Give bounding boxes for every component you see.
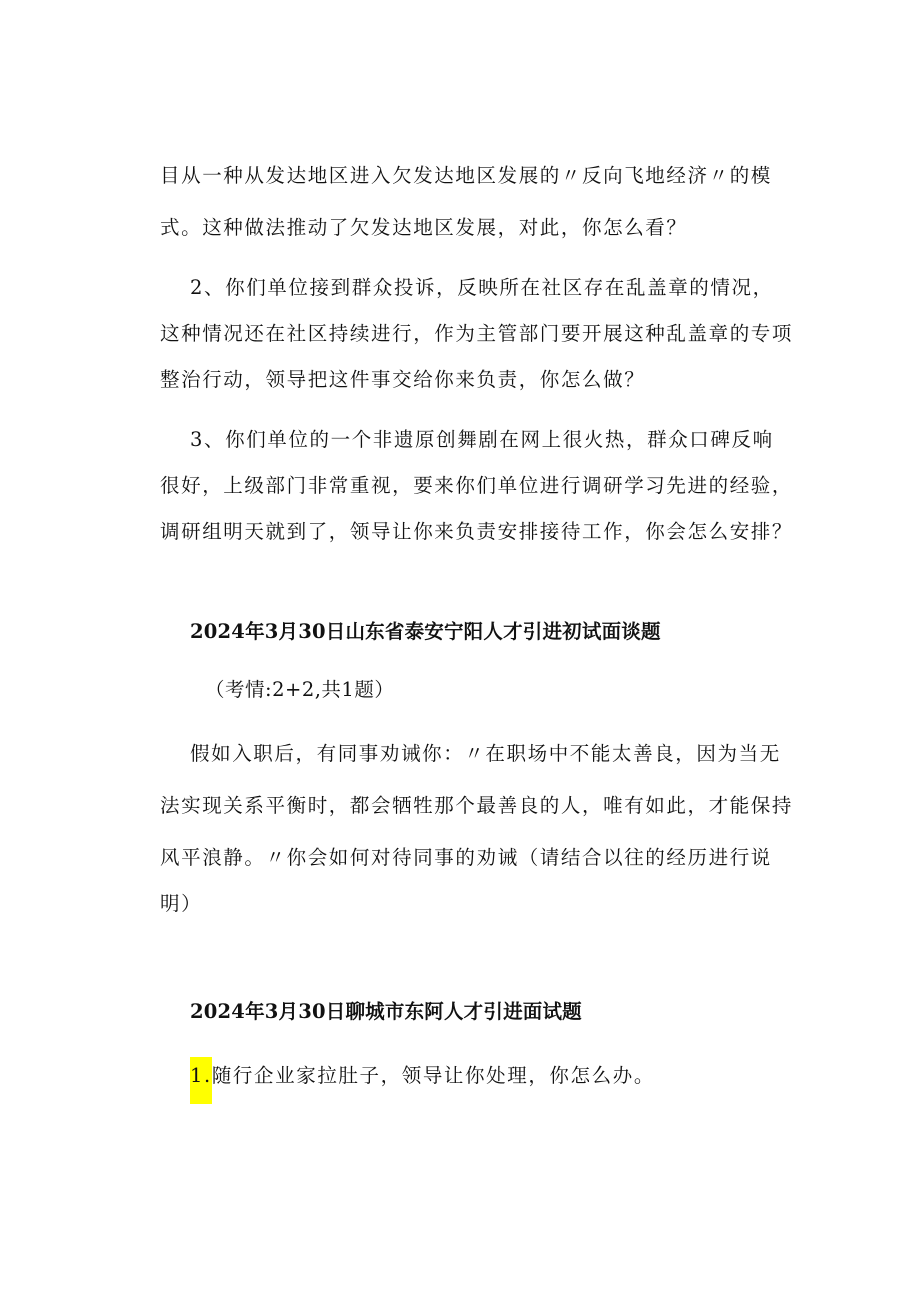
- question-3-line-1: 3、你们单位的一个非遗原创舞剧在网上很火热，群众口碑反响: [190, 428, 774, 451]
- question-3-line-3: 调研组明天就到了，领导让你来负责安排接待工作，你会怎么安排？: [160, 520, 794, 543]
- section-1-title: 2024年3月30日山东省泰安宁阳人才引进初试面谈题: [190, 620, 661, 643]
- section-1-question-line-4: 明）: [160, 892, 203, 915]
- question-2-line-1: 2、你们单位接到群众投诉，反映所在社区存在乱盖章的情况，: [190, 276, 774, 299]
- question-number-highlight: 1.: [190, 1057, 212, 1104]
- question-2-line-3: 整治行动，领导把这件事交给你来负责，你怎么做？: [160, 368, 646, 391]
- section-1-question-line-2: 法实现关系平衡时，都会牺牲那个最善良的人，唯有如此，才能保持: [160, 794, 794, 817]
- question-3-line-2: 很好，上级部门非常重视，要来你们单位进行调研学习先进的经验，: [160, 474, 794, 497]
- question-2-line-2: 这种情况还在社区持续进行，作为主管部门要开展这种乱盖章的专项: [160, 322, 794, 345]
- section-2-question-1-text: 随行企业家拉肚子，领导让你处理，你怎么办。: [211, 1064, 655, 1087]
- section-1-note: （考情:2+2,共1题）: [205, 678, 395, 701]
- section-2-title: 2024年3月30日聊城市东阿人才引进面试题: [190, 1000, 582, 1023]
- section-1-question-line-3: 风平浪静。〃你会如何对待同事的劝诫（请结合以往的经历进行说: [160, 846, 772, 869]
- section-1-question-line-1: 假如入职后，有同事劝诫你：〃在职场中不能太善良，因为当无: [190, 742, 781, 765]
- section-2-question-1: [190, 1062, 655, 1104]
- question-prev-line-2: 式。这种做法推动了欠发达地区发展，对此，你怎么看？: [160, 216, 688, 239]
- question-prev-line-1: 目从一种从发达地区进入欠发达地区发展的〃反向飞地经济〃的模: [160, 164, 772, 187]
